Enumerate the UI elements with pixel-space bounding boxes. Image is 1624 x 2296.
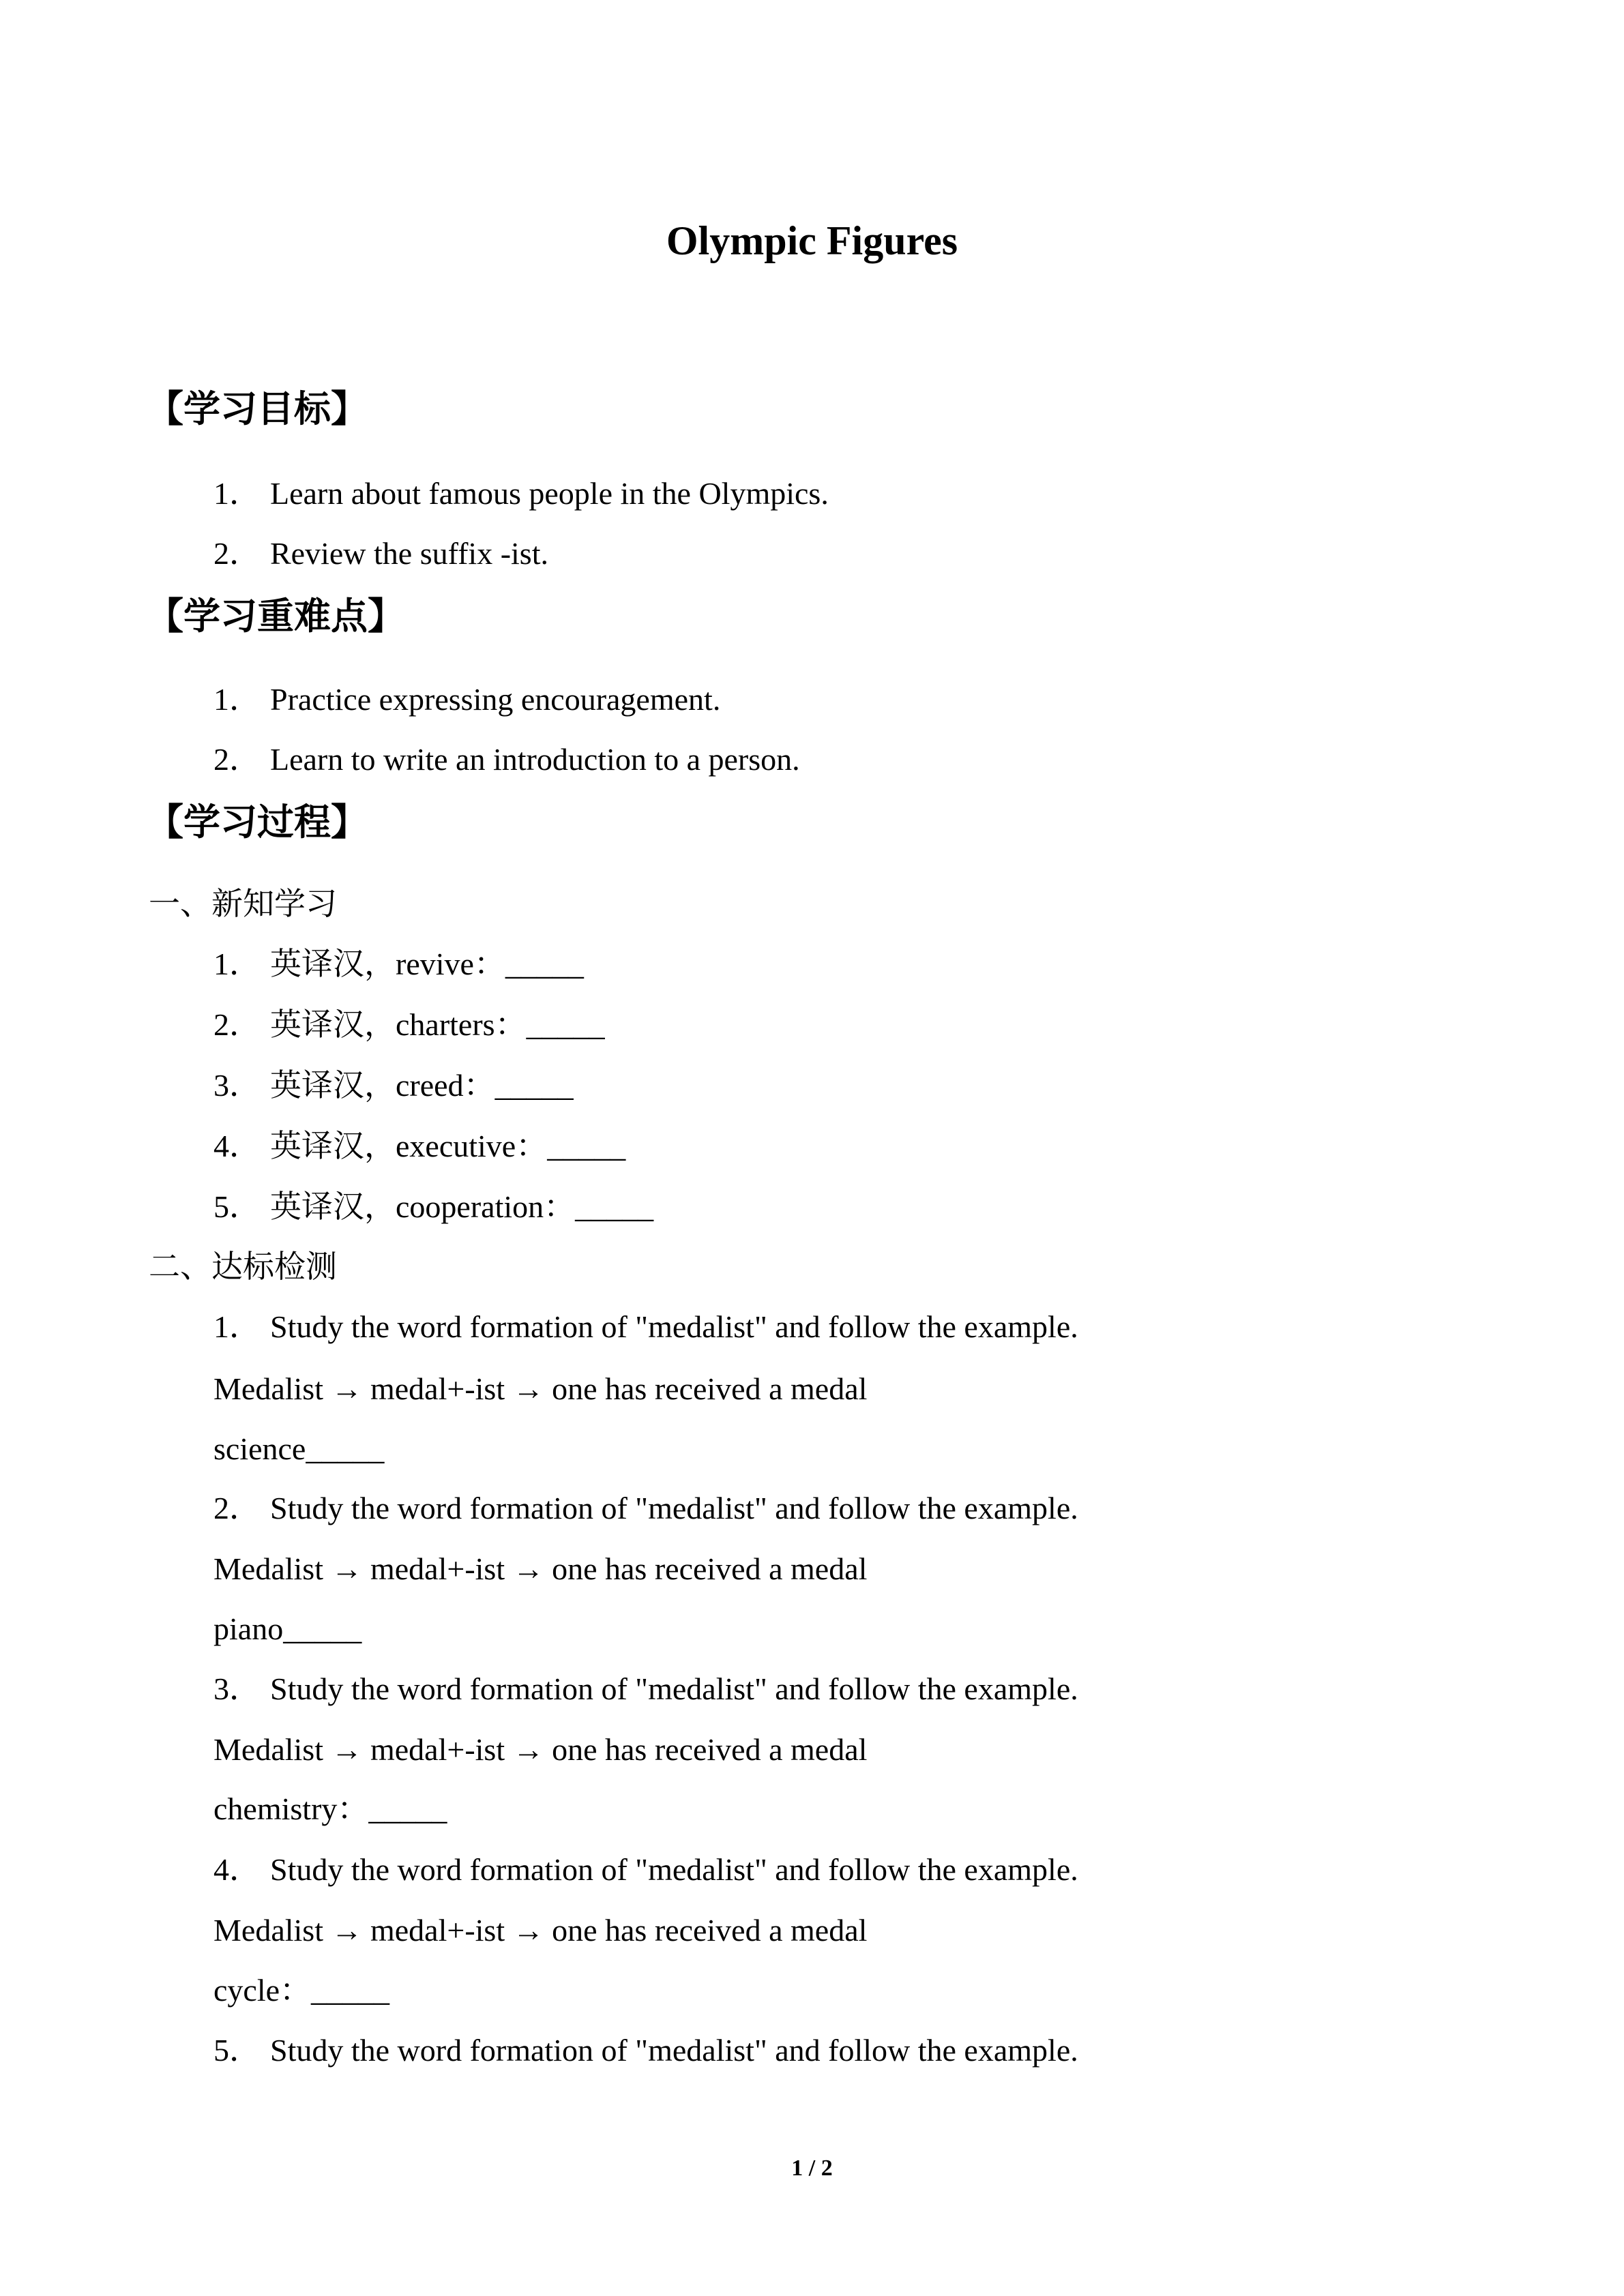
item-number: 5．: [213, 1189, 261, 1224]
item-number: 1．: [213, 476, 261, 511]
item-text: Learn about famous people in the Olympics.: [270, 476, 829, 511]
item-number: 5．: [213, 2033, 261, 2068]
key-point-item: [213, 681, 720, 719]
translation-item: [213, 945, 584, 983]
item-number: 3．: [213, 1068, 261, 1103]
item-text: Study the word formation of "medalist" and follow the example.: [270, 2033, 1078, 2068]
item-number: 3．: [213, 1671, 261, 1706]
objective-item: [213, 535, 548, 573]
item-text: Learn to write an introduction to a person.: [270, 742, 800, 777]
item-number: 1．: [213, 682, 261, 717]
question-prompt: [213, 1670, 1078, 1708]
question-answer-line: science_____: [213, 1431, 385, 1466]
item-number: 2．: [213, 742, 261, 777]
question-prompt: [213, 1489, 1078, 1527]
item-number: 2．: [213, 536, 261, 571]
item-number: 1．: [213, 946, 261, 981]
item-text: 英译汉，charters：_____: [270, 1007, 605, 1042]
question-answer-line: cycle：_____: [213, 1973, 390, 2008]
question-example: Medalist → medal+-ist → one has received a medal: [213, 1913, 868, 1948]
question-example: Medalist → medal+-ist → one has received a medal: [213, 1732, 868, 1767]
translation-item: [213, 1188, 653, 1226]
section-heading-process: 【学习过程】: [147, 801, 368, 844]
question-answer-line: chemistry：_____: [213, 1791, 447, 1826]
item-text: 英译汉，executive：_____: [270, 1129, 626, 1163]
item-number: 2．: [213, 1007, 261, 1042]
item-number: 4．: [213, 1852, 261, 1887]
page-indicator: 1 / 2: [791, 2156, 833, 2181]
document-title: Olympic Figures: [666, 218, 958, 263]
item-text: Practice expressing encouragement.: [270, 682, 721, 717]
section-heading-key-points: 【学习重难点】: [147, 595, 404, 638]
item-text: Study the word formation of "medalist" and follow the example.: [270, 1491, 1078, 1525]
part-heading-assessment: 二、达标检测: [149, 1249, 337, 1284]
item-text: 英译汉，creed：_____: [270, 1068, 574, 1103]
part-heading-new-knowledge: 一、新知学习: [149, 886, 337, 921]
objective-item: [213, 475, 829, 513]
item-text: Review the suffix -ist.: [270, 536, 548, 571]
item-text: Study the word formation of "medalist" and follow the example.: [270, 1309, 1078, 1344]
question-answer-line: piano_____: [213, 1611, 362, 1646]
translation-item: [213, 1006, 605, 1044]
translation-item: [213, 1127, 625, 1165]
question-prompt: [213, 2031, 1078, 2070]
translation-item: [213, 1067, 574, 1105]
item-text: Study the word formation of "medalist" and follow the example.: [270, 1671, 1078, 1706]
key-point-item: [213, 741, 800, 779]
item-text: 英译汉，cooperation：_____: [270, 1189, 654, 1224]
item-text: 英译汉，revive：_____: [270, 946, 584, 981]
question-example: Medalist → medal+-ist → one has received a medal: [213, 1371, 868, 1406]
item-text: Study the word formation of "medalist" and follow the example.: [270, 1852, 1078, 1887]
item-number: 2．: [213, 1491, 261, 1525]
question-example: Medalist → medal+-ist → one has received a medal: [213, 1551, 868, 1586]
question-prompt: [213, 1308, 1078, 1346]
item-number: 1．: [213, 1309, 261, 1344]
question-prompt: [213, 1851, 1078, 1889]
item-number: 4．: [213, 1129, 261, 1163]
section-heading-objectives: 【学习目标】: [147, 387, 368, 430]
